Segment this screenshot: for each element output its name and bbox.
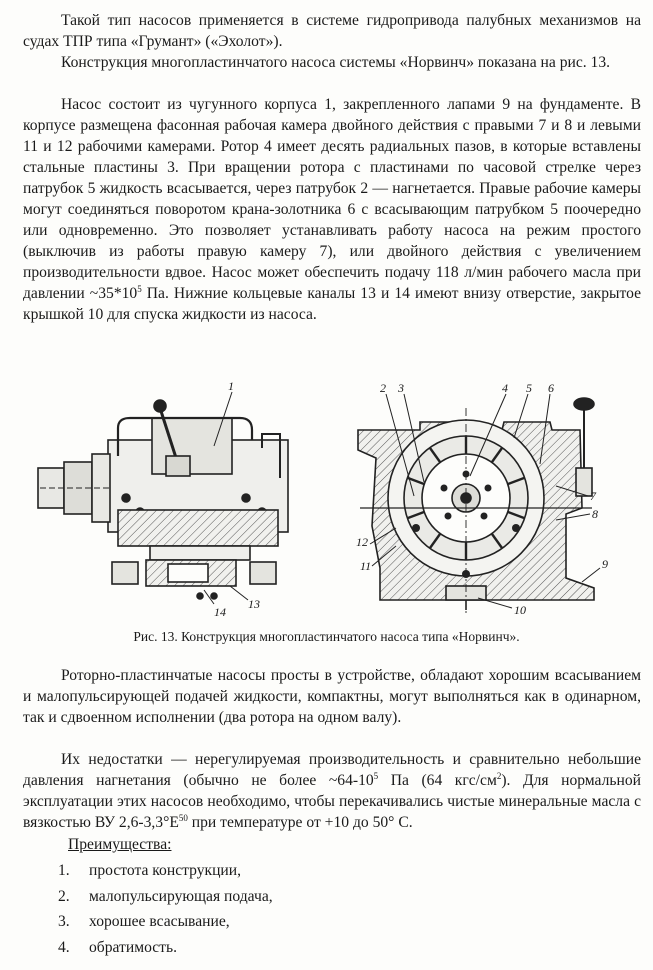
paragraph-disadvantages-text-a: Их недостатки — нерегулируемая производительность и сравнительно небольшие давления нагнетания (обычно не более ~64-10 bbox=[23, 751, 641, 789]
label-2: 2 bbox=[380, 381, 386, 395]
list-item bbox=[58, 909, 273, 935]
paragraph-construction bbox=[23, 52, 641, 73]
list-item-text: малопульсирующая подача, bbox=[89, 887, 273, 905]
paragraph-description bbox=[23, 94, 641, 325]
paragraph-description-text-b: Па. Нижние кольцевые каналы 13 и 14 имеют внизу отверстие, закрытое крышкой 10 для спуска жидкости из насоса. bbox=[23, 285, 641, 323]
label-12: 12 bbox=[356, 535, 368, 549]
list-item bbox=[58, 884, 273, 910]
figure-pump-drawing bbox=[0, 378, 653, 618]
pump-side-view bbox=[38, 400, 288, 599]
advantages-list bbox=[58, 858, 273, 960]
paragraph-description-text-a: Насос состоит из чугунного корпуса 1, закрепленного лапами 9 на фундаменте. В корпусе размещена фасонная рабочая камера двойного действия с правыми 7 и 8 и левыми 11 и 12 рабочими камерами. Ротор 4 имеет десять радиальных пазов, в которые вставлены стальные пластины 3. При вращении ротора с пластинами по часовой стрелке через патрубок 5 жидкость всасывается, через патрубок 2 — нагнетается. Правые рабочие камеры могут соединяться поворотом крана-золотника 6 с всасывающим патрубком 5 поочередно или одновременно. Это позволяет устанавливать работу насоса на режим простого (выключив из работы правую камеру 7), или двойного действия с увеличением производительности вдвое. Насос может обеспечить подачу 118 л/мин рабочего масла при давлении ~35*10 bbox=[23, 96, 641, 302]
list-item-number: 1. bbox=[58, 862, 70, 879]
label-9: 9 bbox=[602, 557, 608, 571]
exponent-2: 2 bbox=[496, 771, 502, 781]
label-4: 4 bbox=[502, 381, 508, 395]
list-item bbox=[58, 858, 273, 884]
list-item bbox=[58, 935, 273, 961]
paragraph-disadvantages-text-b: Па (64 кгс/см bbox=[378, 772, 497, 789]
list-item-number: 3. bbox=[58, 913, 70, 930]
pump-technical-drawing bbox=[0, 378, 653, 618]
figure-caption: Рис. 13. Конструкция многопластинчатого насоса типа «Норвинч». bbox=[133, 629, 520, 644]
paragraph-advantages-summary-text: Роторно-пластинчатые насосы просты в устройстве, обладают хорошим всасыванием и малопульсирующей подачей жидкости, компактны, могут выполняться как в одинарном, так и сдвоенном исполнении (два ротора на одном валу). bbox=[23, 667, 641, 726]
list-item-text: обратимость. bbox=[89, 938, 178, 956]
paragraph-usage bbox=[23, 10, 641, 52]
label-5: 5 bbox=[526, 381, 532, 395]
advantages-heading: Преимущества: bbox=[68, 836, 172, 853]
exponent-3: 50 bbox=[178, 813, 188, 823]
label-14: 14 bbox=[214, 605, 226, 618]
exponent: 5 bbox=[137, 284, 142, 294]
exponent-1: 5 bbox=[373, 771, 379, 781]
paragraph-disadvantages-text-d: при температуре от +10 до 50° С. bbox=[187, 814, 413, 831]
label-13: 13 bbox=[248, 597, 260, 611]
list-item-text: хорошее всасывание, bbox=[89, 913, 230, 930]
label-6: 6 bbox=[548, 381, 554, 395]
paragraph-disadvantages bbox=[23, 749, 641, 833]
list-item-number: 2. bbox=[58, 887, 70, 905]
paragraph-disadvantages-text-c: ). Для нормальной эксплуатации этих насосов необходимо, чтобы перекачивались чистые минеральные масла с вязкостью ВУ 2,6-3,3°Е bbox=[23, 772, 641, 831]
paragraph-advantages-summary bbox=[23, 665, 641, 728]
label-11: 11 bbox=[360, 559, 372, 573]
paragraph-construction-text: Конструкция многопластинчатого насоса системы «Норвинч» показана на рис. 13. bbox=[61, 54, 611, 71]
label-8: 8 bbox=[592, 507, 598, 521]
label-1: 1 bbox=[228, 379, 234, 393]
list-item-number: 4. bbox=[58, 938, 70, 956]
pump-cross-section bbox=[358, 398, 594, 614]
list-item-text: простота конструкции, bbox=[89, 862, 242, 879]
paragraph-usage-text: Такой тип насосов применяется в системе гидропривода палубных механизмов на судах ТПР типа «Грумант» («Эхолот»). bbox=[23, 12, 641, 50]
label-7: 7 bbox=[590, 489, 596, 503]
label-10: 10 bbox=[514, 603, 526, 617]
label-3: 3 bbox=[398, 381, 404, 395]
